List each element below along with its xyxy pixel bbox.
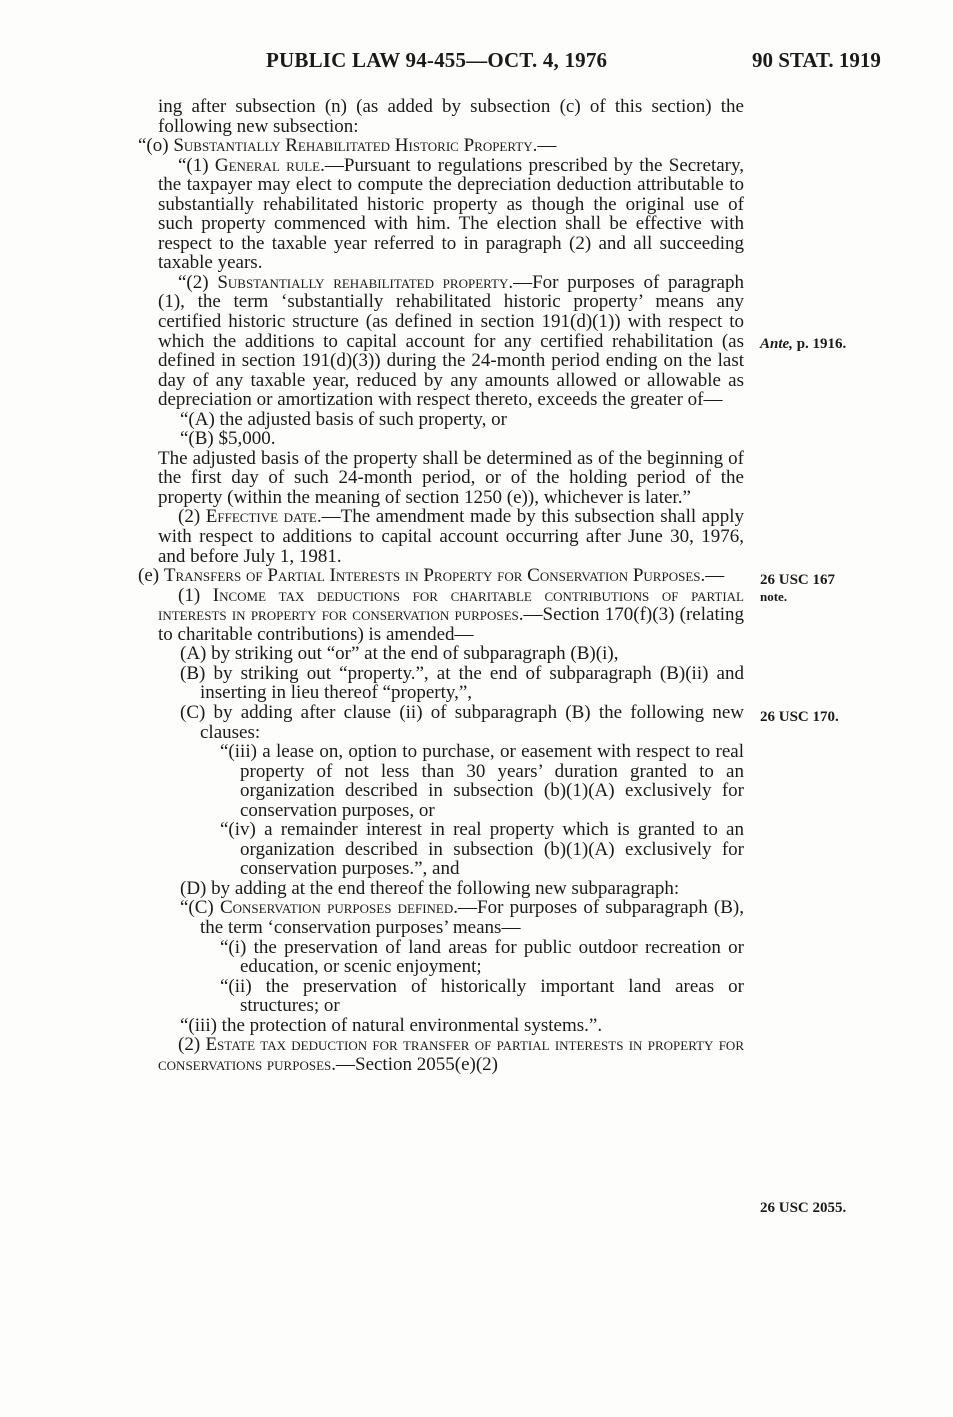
statute-page-ref: 90 STAT. 1919 bbox=[752, 48, 881, 72]
paragraph-income-tax: (1) Income tax deductions for charitable contributions of partial interests in property for conservation purposes.—Section 170(f)(3) (relating to charitable contributions) is amended— bbox=[158, 584, 745, 645]
margin-note-26usc170: 26 USC 170. bbox=[760, 709, 839, 725]
paragraph-rehabilitated-property: “(2) Substantially rehabilitated property.—For purposes of paragraph (1), the term ‘substantially rehabilitated historic property’ means any certified historic structure (as defined in section 191(d)(1)) with respect to which the additions to capital account for any certified rehabilitation (as defined in section 191(d)(3)) during the 24-month period ending on the last day of any taxable year, reduced by any amounts allowed or allowable as depreciation or amortization with respect thereto, exceeds the greater of— bbox=[158, 271, 744, 411]
clause-a: “(A) the adjusted basis of such property, or bbox=[180, 408, 507, 430]
law-title: PUBLIC LAW 94-455—OCT. 4, 1976 bbox=[266, 48, 608, 72]
paragraph-general-rule: “(1) General rule.—Pursuant to regulations prescribed by the Secretary, the taxpayer may elect to compute the depreciation deduction attributable to substantially rehabilitated historic property as though the original use of such property commenced with him. The election shall be effective with respect to the taxable year referred to in paragraph (2) and all succeeding taxable years. bbox=[158, 154, 744, 274]
amendment-b: (B) by striking out “property.”, at the end of subparagraph (B)(ii) and inserting in lieu thereof “property,”, bbox=[180, 662, 744, 704]
amendment-d: (D) by adding at the end thereof the following new subparagraph: bbox=[180, 877, 680, 899]
clause-iii: “(iii) a lease on, option to purchase, or easement with respect to real property of not less than 30 years’ duration granted to an organization described in subsection (b)(1)(A) exclusively for conservation purposes, or bbox=[220, 741, 744, 821]
page-header bbox=[0, 48, 953, 76]
paragraph-effective-date: (2) Effective date.—The amendment made by this subsection shall apply with respect to additions to capital account occurring after June 30, 1976, and before July 1, 1981. bbox=[158, 506, 744, 567]
paragraph-adjusted-basis: The adjusted basis of the property shall be determined as of the beginning of the first day of such 24-month period, or of the holding period of the property (within the meaning of section 1250 (e)), whichever is later.” bbox=[158, 447, 744, 508]
clause-iv: “(iv) a remainder interest in real property which is granted to an organization described in subsection (b)(1)(A) exclusively for conservation purposes.”, and bbox=[220, 819, 744, 880]
purpose-ii: “(ii) the preservation of historically important land areas or structures; or bbox=[220, 975, 744, 1017]
subsection-heading: “(o) Substantially Rehabilitated Historic Property.— bbox=[138, 135, 557, 157]
purpose-iii: “(iii) the protection of natural environmental systems.”. bbox=[180, 1014, 603, 1036]
margin-note-ante: Ante, p. 1916. bbox=[760, 336, 847, 352]
paragraph: ing after subsection (n) (as added by subsection (c) of this section) the following new subsection: bbox=[158, 96, 744, 137]
purpose-i: “(i) the preservation of land areas for public outdoor recreation or education, or scenic enjoyment; bbox=[220, 936, 744, 978]
margin-note-26usc167: 26 USC 167 note. bbox=[760, 572, 836, 604]
margin-note-26usc2055: 26 USC 2055. bbox=[760, 1200, 847, 1216]
paragraph-estate-tax: (2) Estate tax deduction for transfer of partial interests in property for conservations purposes.—Section 2055(e)(2) bbox=[158, 1034, 744, 1075]
statute-text bbox=[138, 96, 745, 1075]
amendment-c: (C) by adding after clause (ii) of subparagraph (B) the following new clauses: bbox=[180, 701, 744, 743]
amendment-a: (A) by striking out “or” at the end of subparagraph (B)(i), bbox=[180, 643, 619, 665]
clause-b: “(B) $5,000. bbox=[180, 428, 276, 450]
subsection-e-heading: (e) Transfers of Partial Interests in Property for Conservation Purposes.— bbox=[138, 565, 725, 587]
conservation-purposes-defined: “(C) Conservation purposes defined.—For purposes of subparagraph (B), the term ‘conservation purposes’ means— bbox=[180, 897, 744, 938]
